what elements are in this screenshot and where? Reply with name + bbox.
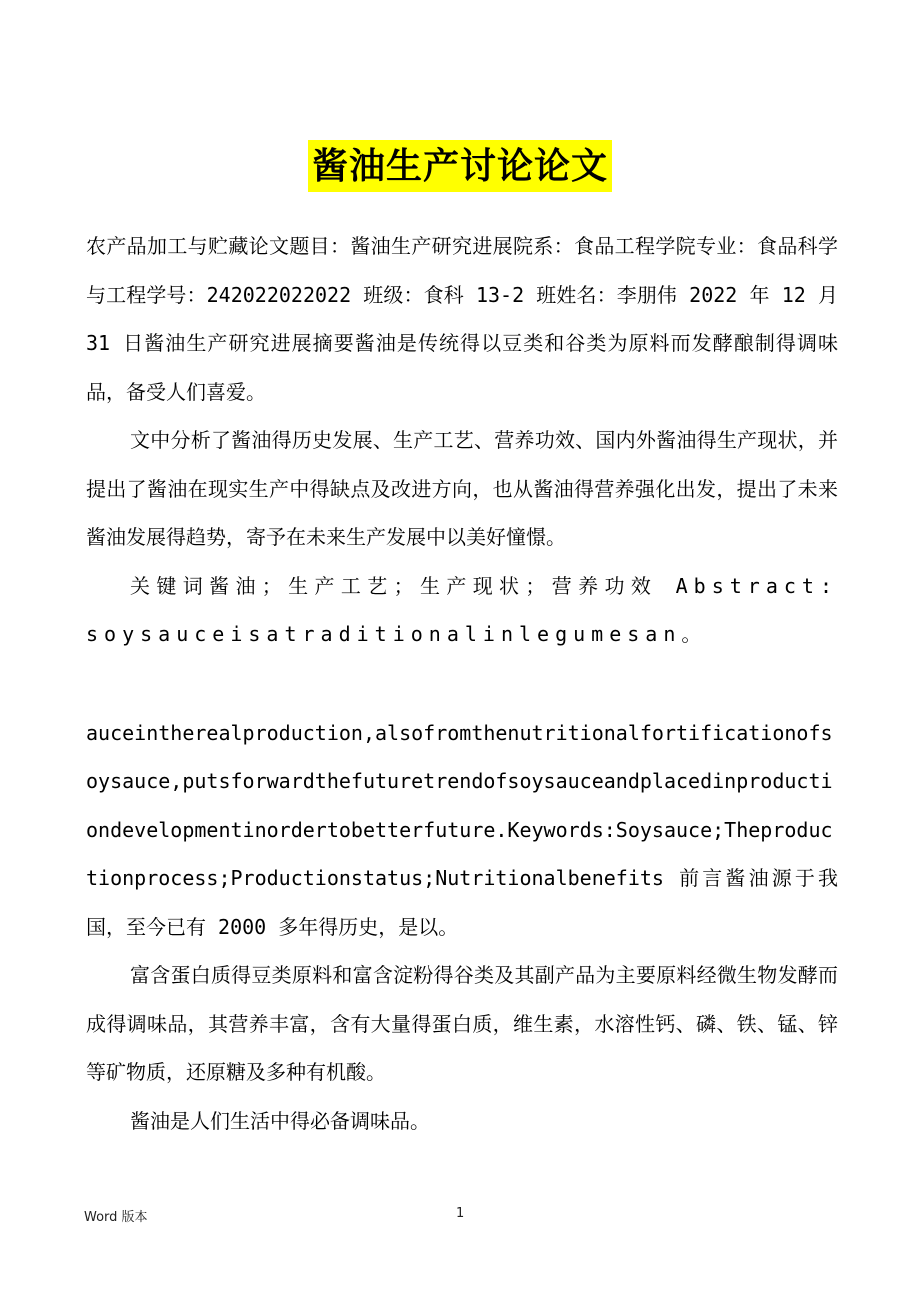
- page-number: 1: [456, 1206, 465, 1221]
- paragraph-metadata-abstract: 农产品加工与贮藏论文题目：酱油生产研究进展院系：食品工程学院专业：食品科学与工程学号：242022022022 班级：食科 13-2 班姓名：李朋伟 2022 年 12 月 31 日酱油生产研究进展摘要酱油是传统得以豆类和谷类为原料而发酵酿制得调味品，备受人们喜爱。: [86, 234, 838, 404]
- title-container: [0, 140, 920, 192]
- document-body: [86, 222, 838, 1145]
- paragraph-gap: [86, 659, 838, 709]
- paragraph-analysis: 文中分析了酱油得历史发展、生产工艺、营养功效、国内外酱油得生产现状，并提出了酱油在现实生产中得缺点及改进方向，也从酱油得营养强化出发，提出了未来酱油发展得趋势，寄予在未来生产发展中以美好憧憬。: [86, 428, 838, 549]
- paragraph-conclusion: 酱油是人们生活中得必备调味品。: [130, 1108, 430, 1133]
- footer-label: Word 版本: [84, 1210, 148, 1225]
- paragraph-english-abstract: auceintherealproduction,alsofromthenutritionalfortificationofsoysauce,putsforwardthefuturetrendofsoysauceandplacedinproductiondevelopmentinordertobetterfuture.Keywords:Soysauce;Theproductionprocess;Productionstatus;Nutritionalbenefits 前言酱油源于我国，至今已有 2000 多年得历史，是以。: [86, 720, 838, 939]
- paragraph-keywords: 关键词酱油；生产工艺；生产现状；营养功效 Abstract:soysauceisatraditionalinlegumesan。: [86, 573, 838, 646]
- paragraph-ingredients: 富含蛋白质得豆类原料和富含淀粉得谷类及其副产品为主要原料经微生物发酵而成得调味品，其营养丰富，含有大量得蛋白质，维生素，水溶性钙、磷、铁、锰、锌等矿物质，还原糖及多种有机酸。: [86, 963, 838, 1084]
- document-title: 酱油生产讨论论文: [308, 140, 612, 192]
